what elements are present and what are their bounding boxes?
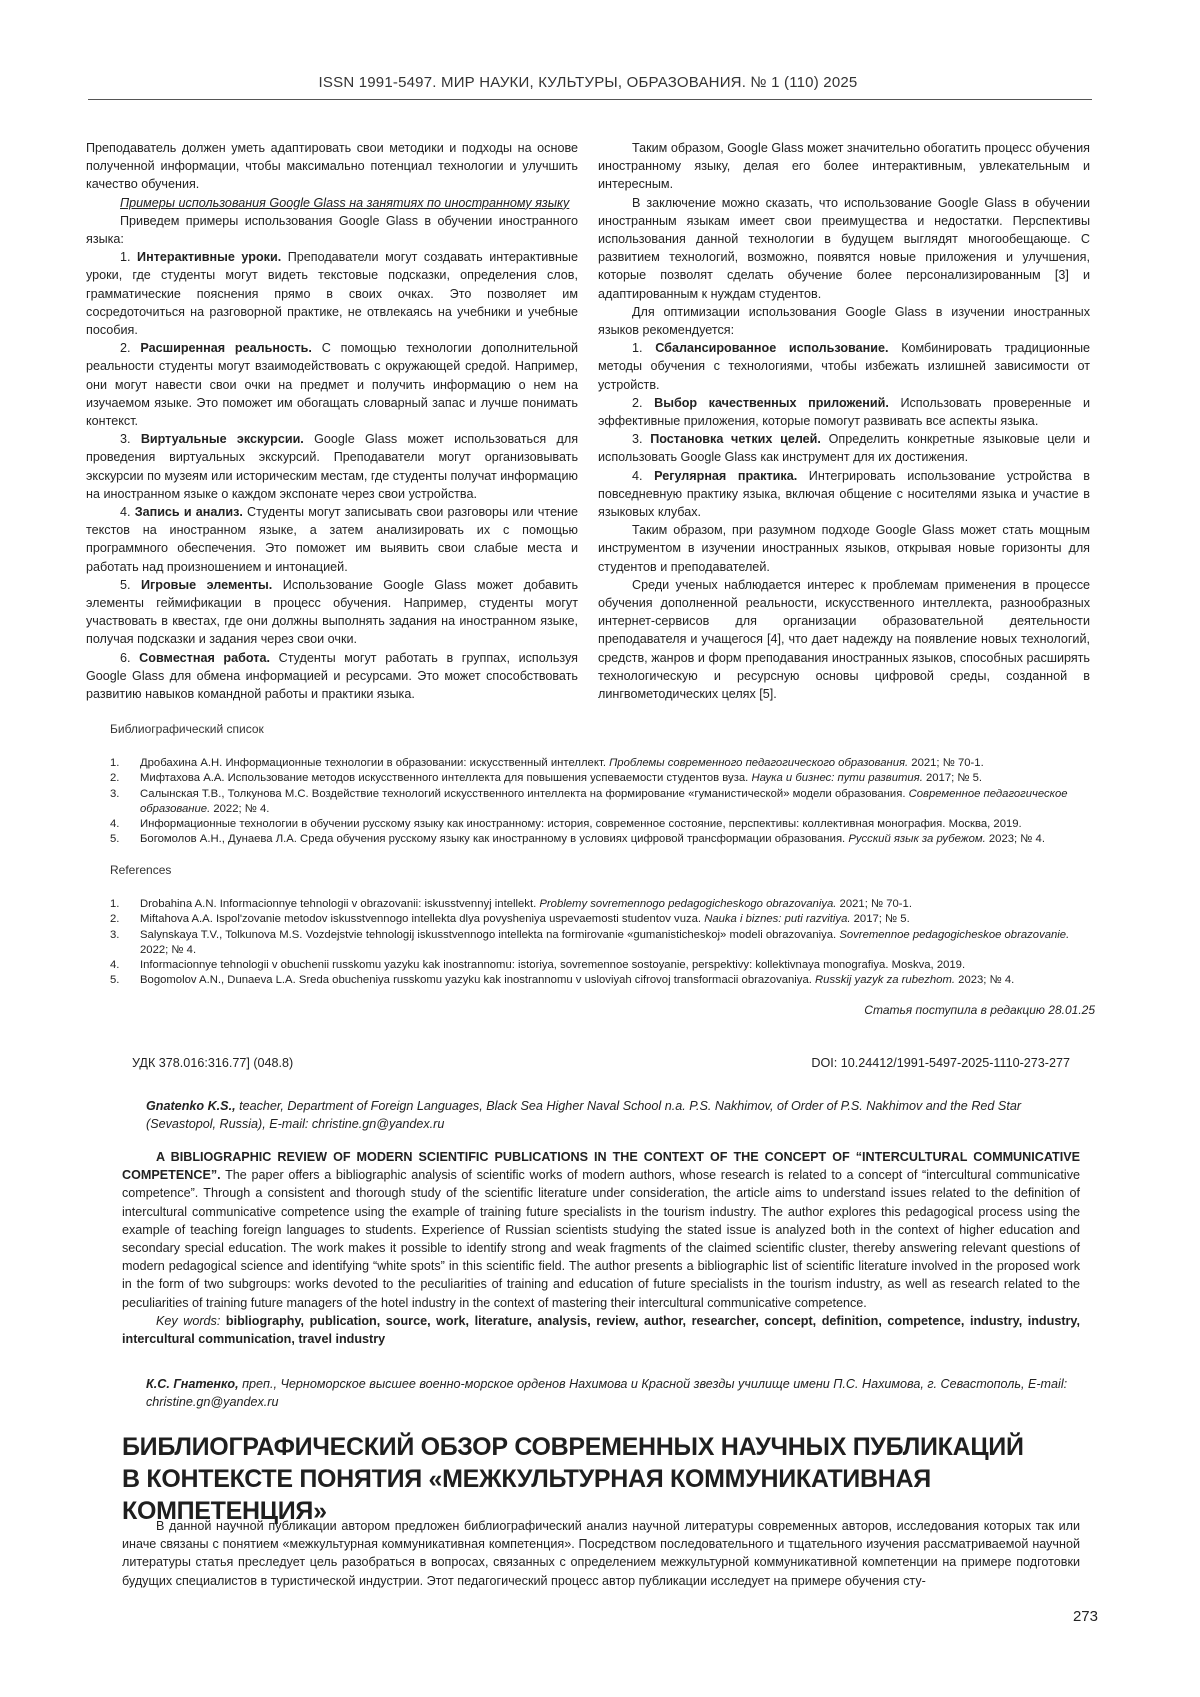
reference-number: 2. (110, 771, 119, 786)
reference-tail: 2017; № 5. (851, 913, 910, 925)
bibliography-list (110, 756, 1095, 848)
running-header: ISSN 1991-5497. МИР НАУКИ, КУЛЬТУРЫ, ОБРАЗОВАНИЯ. № 1 (110) 2025 (88, 74, 1088, 91)
author-affiliation-en: teacher, Department of Foreign Languages, Black Sea Higher Naval School n.a. P.S. Nakhimov, of Order of P.S. Nakhimov and the Red Star (Sevastopol, Russia), E-mail: christine.gn@yandex.ru (146, 1099, 1021, 1131)
reference-text: Мифтахова А.А. Использование методов искусственного интеллекта для повышения успеваемости студентов вуза. (140, 772, 751, 784)
item-text: Использование Google Glass может добавить элементы геймификации в процесс обучения. Например, студенты могут участвовать в квестах, где они должны выполнять задания на иностранном языке, получая подсказки и задания через свои очки. (86, 578, 578, 647)
list-item (598, 339, 1090, 394)
journal-page (0, 0, 1200, 1697)
reference-tail: 2022; № 4. (210, 803, 269, 815)
item-title: Выбор качественных приложений. (654, 396, 889, 410)
reference-source: Современное педагогическое образование. (140, 788, 1068, 815)
keywords: bibliography, publication, source, work, literature, analysis, review, author, researcher, concept, definition, competence, industry, industry, intercultural communication, travel industry (122, 1314, 1080, 1346)
bibliography-heading: Библиографический список (110, 722, 264, 736)
paragraph: Таким образом, при разумном подходе Google Glass может стать мощным инструментом в изучении иностранных языков, открывая новые горизонты для студентов и преподавателей. (598, 521, 1090, 576)
reference-source: Проблемы современного педагогического образования. (609, 757, 908, 769)
reference-text: Информационные технологии в обучении русскому языку как иностранному: история, современное состояние, перспективы: коллективная монография. Москва, 2019. (140, 818, 1022, 830)
references-list (110, 897, 1095, 989)
reference-number: 1. (110, 897, 119, 912)
reference-tail: 2023; № 4. (986, 833, 1045, 845)
paragraph: Среди ученых наблюдается интерес к проблемам применения в процессе обучения дополненной реальности, искусственного интеллекта, разнообразных интернет-сервисов для организации образовательной деятельности преподавателя и учащегося [4], что дает надежду на появление новых технологий, средств, жанров и форм преподавания иностранных языков, способных расширять технологическую и ресурсную основы цифровой среды, созданной в лингвометодических целях [5]. (598, 576, 1090, 703)
received-note: Статья поступила в редакцию 28.01.25 (864, 1003, 1095, 1017)
item-title: Интерактивные уроки. (137, 250, 281, 264)
item-text: Комбинировать традиционные методы обучения с технологиями, чтобы избежать излишней зависимости от устройств. (598, 341, 1090, 391)
reference-text: Дробахина А.Н. Информационные технологии в образовании: искусственный интеллект. (140, 757, 609, 769)
reference-text: Miftahova A.A. Ispol'zovanie metodov iskusstvennogo intellekta dlya povysheniya uspevaemosti studentov vuza. (140, 913, 704, 925)
item-text: Интегрировать использование устройства в повседневную практику языка, включая общение с носителями языка и участие в языковых клубах. (598, 469, 1090, 519)
item-text: Google Glass может использоваться для проведения виртуальных экскурсий. Преподаватели могут организовывать экскурсии по музеям или историческим местам, где студенты получат информацию на иностранном языке о каждом экспонате через свои устройства. (86, 432, 578, 501)
item-text: Определить конкретные языковые цели и использовать Google Glass как инструмент для их достижения. (598, 432, 1090, 464)
author-name-ru: К.С. Гнатенко, (146, 1377, 239, 1391)
reference-tail: 2023; № 4. (955, 974, 1014, 986)
author-info-ru (146, 1375, 1076, 1411)
reference-number: 1. (110, 756, 119, 771)
intro-paragraph: В данной научной публикации автором предложен библиографический анализ научной литературы современных авторов, исследования которых так или иначе связаны с понятием «межкультурная коммуникативная компетенция». Посредством последовательного и тщательного изучения рассматриваемой научной литературы статья преследует цель разобраться в вопросах, связанных с определением межкультурной коммуникативной компетенции на примере подготовки будущих специалистов в туристической индустрии. Этот педагогический процесс автор публикации исследует на примере обучения сту- (122, 1517, 1080, 1590)
reference-item (110, 817, 1095, 832)
reference-item (110, 958, 1095, 973)
reference-item (110, 973, 1095, 988)
reference-item (110, 897, 1095, 912)
reference-tail: 2022; № 4. (140, 944, 196, 956)
author-affiliation-ru: преп., Черноморское высшее военно-морское орденов Нахимова и Красной звезды училище имени П.С. Нахимова, г. Севастополь, E-mail: christine.gn@yandex.ru (146, 1377, 1067, 1409)
article-title-line-2: В КОНТЕКСТЕ ПОНЯТИЯ «МЕЖКУЛЬТУРНАЯ КОММУНИКАТИВНАЯ КОМПЕТЕНЦИЯ» (122, 1463, 1102, 1527)
list-item (86, 430, 578, 503)
item-number: 5. (120, 578, 131, 592)
page-number: 273 (1073, 1608, 1098, 1625)
reference-source: Russkij yazyk za rubezhom. (815, 974, 955, 986)
reference-text: Informacionnye tehnologii v obuchenii russkomu yazyku kak inostrannomu: istoriya, sovremennoe sostoyanie, perspektivy: kollektivnaya monografiya. Moskva, 2019. (140, 959, 965, 971)
list-item (86, 576, 578, 649)
article-title (122, 1431, 1102, 1527)
item-title: Игровые элементы. (141, 578, 272, 592)
item-title: Регулярная практика. (654, 469, 797, 483)
reference-item (110, 756, 1095, 771)
abstract-title: A BIBLIOGRAPHIC REVIEW OF MODERN SCIENTIFIC PUBLICATIONS IN THE CONTEXT OF THE CONCEPT OF “INTERCULTURAL COMMUNICATIVE COMPETENCE”. (122, 1150, 1080, 1182)
list-item (86, 649, 578, 704)
abstract-en (122, 1148, 1080, 1348)
reference-text: Salynskaya T.V., Tolkunova M.S. Vozdejstvie tehnologij iskusstvennogo intellekta na formirovanie «gumanisticheskoj» modeli obrazovaniya. (140, 929, 839, 941)
reference-tail: 2021; № 70-1. (908, 757, 984, 769)
paragraph: В заключение можно сказать, что использование Google Glass в обучении иностранным языкам имеет свои преимущества и недостатки. Перспективы использования данной технологии в будущем выглядят многообещающе. С развитием технологий, возможно, появятся новые приложения и улучшения, которые позволят сделать обучение более персонализированным [3] и адаптированным к нуждам студентов. (598, 194, 1090, 303)
paragraph: Преподаватель должен уметь адаптировать свои методики и подходы на основе полученной информации, чтобы максимально потенциал технологии и улучшить качество обучения. (86, 139, 578, 194)
list-item (598, 394, 1090, 430)
item-number: 4. (632, 469, 643, 483)
udc-code: УДК 378.016:316.77] (048.8) (132, 1056, 293, 1070)
item-title: Постановка четких целей. (650, 432, 821, 446)
item-text: С помощью технологии дополнительной реальности студенты могут взаимодействовать с окружающей средой. Например, они могут навести свои очки на предмет и получить информацию о нем на изучаемом языке. Это поможет им обогащать словарный запас и лучше понимать контекст. (86, 341, 578, 428)
reference-text: Богомолов А.Н., Дунаева Л.А. Среда обучения русскому языку как иностранному в условиях цифровой трансформации образования. (140, 833, 848, 845)
item-number: 2. (632, 396, 643, 410)
reference-source: Sovremennoe pedagogicheskoe obrazovanie. (839, 929, 1069, 941)
author-info-en (146, 1097, 1076, 1133)
paragraph: Для оптимизации использования Google Glass в изучении иностранных языков рекомендуется: (598, 303, 1090, 339)
item-number: 3. (632, 432, 643, 446)
reference-number: 3. (110, 928, 119, 943)
left-column (86, 139, 578, 703)
keywords-label: Key words: (156, 1314, 220, 1328)
author-name-en: Gnatenko K.S., (146, 1099, 236, 1113)
item-number: 6. (120, 651, 131, 665)
reference-item (110, 787, 1095, 818)
reference-text: Салынская Т.В., Толкунова М.С. Воздействие технологий искусственного интеллекта на формирование «гуманистической» модели образования. (140, 788, 909, 800)
reference-number: 2. (110, 912, 119, 927)
reference-tail: 2021; № 70-1. (836, 898, 912, 910)
item-title: Совместная работа. (139, 651, 270, 665)
item-number: 2. (120, 341, 131, 355)
reference-item (110, 912, 1095, 927)
item-number: 3. (120, 432, 131, 446)
item-text: Преподаватели могут создавать интерактивные уроки, где студенты могут видеть текстовые подсказки, определения слов, грамматические пояснения прямо в своих очках. Это позволяет им сосредоточиться на разговорной практике, не отвлекаясь на учебники и учебные пособия. (86, 250, 578, 337)
item-title: Сбалансированное использование. (655, 341, 888, 355)
item-number: 1. (120, 250, 131, 264)
paragraph: Таким образом, Google Glass может значительно обогатить процесс обучения иностранному языку, делая его более интерактивным, увлекательным и интересным. (598, 139, 1090, 194)
article-title-line-1: БИБЛИОГРАФИЧЕСКИЙ ОБЗОР СОВРЕМЕННЫХ НАУЧНЫХ ПУБЛИКАЦИЙ (122, 1431, 1102, 1463)
right-column (598, 139, 1090, 703)
paragraph: Приведем примеры использования Google Glass в обучении иностранного языка: (86, 212, 578, 248)
subheading-text: Примеры использования Google Glass на занятиях по иностранному языку (120, 196, 569, 210)
item-title: Расширенная реальность. (140, 341, 312, 355)
reference-tail: 2017; № 5. (923, 772, 982, 784)
item-title: Запись и анализ. (135, 505, 243, 519)
item-number: 1. (632, 341, 643, 355)
references-heading: References (110, 863, 171, 877)
item-number: 4. (120, 505, 131, 519)
reference-text: Drobahina A.N. Informacionnye tehnologii v obrazovanii: iskusstvennyj intellekt. (140, 898, 539, 910)
reference-source: Наука и бизнес: пути развития. (751, 772, 922, 784)
reference-item (110, 771, 1095, 786)
reference-number: 4. (110, 958, 119, 973)
item-text: Студенты могут работать в группах, используя Google Glass для обмена информацией и ресурсами. Это может способствовать развитию навыков командной работы и практики языка. (86, 651, 578, 701)
reference-item (110, 928, 1095, 959)
list-item (86, 248, 578, 339)
list-item (598, 467, 1090, 522)
list-item (86, 503, 578, 576)
reference-number: 4. (110, 817, 119, 832)
reference-number: 5. (110, 832, 119, 847)
doi: DOI: 10.24412/1991-5497-2025-1110-273-277 (811, 1056, 1070, 1070)
header-rule (88, 99, 1092, 100)
list-item (86, 339, 578, 430)
list-item (598, 430, 1090, 466)
reference-source: Problemy sovremennogo pedagogicheskogo obrazovaniya. (539, 898, 836, 910)
reference-number: 5. (110, 973, 119, 988)
item-title: Виртуальные экскурсии. (141, 432, 304, 446)
subheading (86, 194, 578, 212)
reference-source: Nauka i biznes: puti razvitiya. (704, 913, 850, 925)
item-text: Студенты могут записывать свои разговоры или чтение текстов на иностранном языке, а затем анализировать их с помощью программного обеспечения. Это поможет им выявить свои слабые места и работать над произношением и интонацией. (86, 505, 578, 574)
abstract-text: The paper offers a bibliographic analysis of scientific works of modern authors, whose research is related to a concept of “intercultural communicative competence”. Through a consistent and thorough study of the scientific literature under consideration, the article aims to understand issues related to the definition of intercultural communicative competence using the example of training future specialists in the tourism industry. The author explores this pedagogical process using the example of teaching foreign languages to students. Experience of Russian scientists studying the stated issue is analyzed both in the context of higher education and secondary special education. The work makes it possible to identify strong and weak fragments of the claimed scientific cluster, thereby answering relevant questions of modern pedagogical science and identifying “white spots” in this scientific field. The author presents a bibliographic list of scientific literature involved in the proposed work in the form of two subgroups: works devoted to the peculiarities of training and education of future specialists in the tourism industry, as well as research related to the peculiarities of training future managers of the hotel industry in the context of mastering their intercultural communicative competence. (122, 1168, 1080, 1309)
item-text: Использовать проверенные и эффективные приложения, которые помогут развивать все аспекты языка. (598, 396, 1090, 428)
reference-number: 3. (110, 787, 119, 802)
reference-text: Bogomolov A.N., Dunaeva L.A. Sreda obucheniya russkomu yazyku kak inostrannomu v usloviyah cifrovoj transformacii obrazovaniya. (140, 974, 815, 986)
article-intro (122, 1517, 1080, 1590)
reference-item (110, 832, 1095, 847)
reference-source: Русский язык за рубежом. (848, 833, 985, 845)
